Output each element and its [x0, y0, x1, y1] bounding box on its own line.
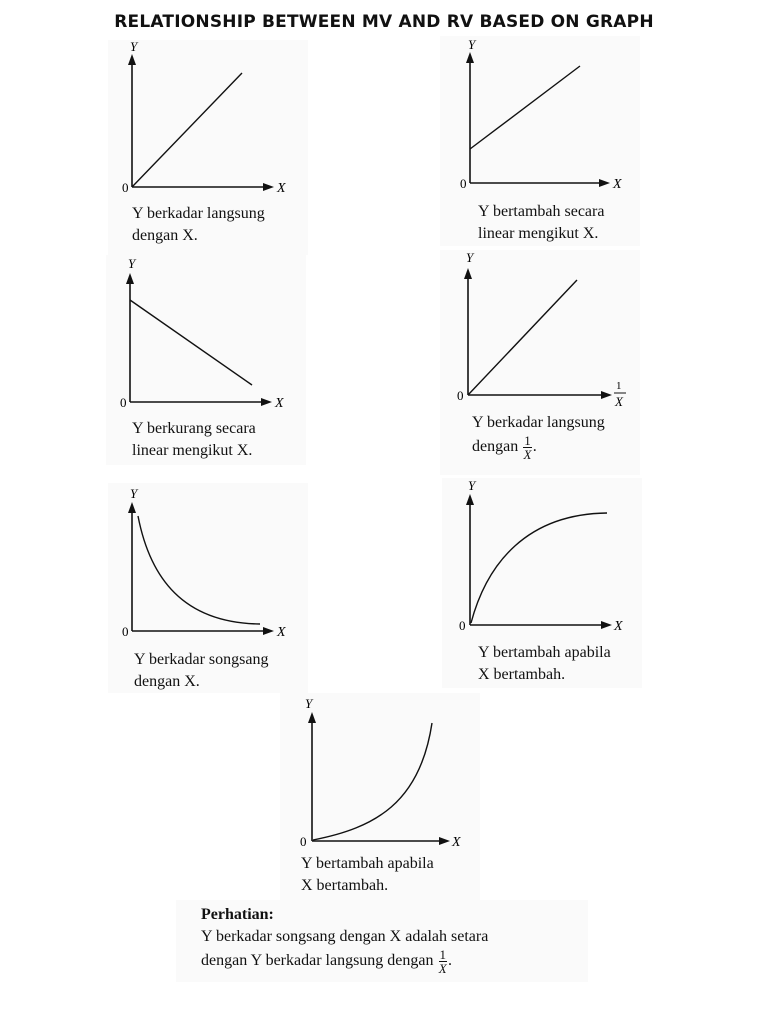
y-axis-label: Y [130, 39, 138, 54]
origin-label: 0 [122, 624, 129, 639]
graph-curve [471, 513, 607, 623]
caption [132, 418, 256, 462]
origin-label: 0 [300, 834, 307, 849]
x-axis-label: X [277, 625, 286, 640]
note-line-2-text: dengan Y berkadar langsung dengan [201, 952, 434, 970]
origin-label: 0 [122, 180, 129, 195]
x-axis-arrow [601, 391, 612, 399]
caption-line-1: Y bertambah apabila [301, 855, 434, 872]
graph-direct-proportion [108, 40, 308, 255]
x-axis-label-denominator: X [615, 394, 623, 409]
graph-line [132, 73, 242, 187]
x-axis-label: X [614, 619, 623, 634]
graph-increase-saturating [442, 478, 642, 688]
fraction-one-over-x [439, 948, 448, 975]
note-line-1: Y berkadar songsang dengan X adalah setara [201, 928, 489, 945]
y-axis-arrow [308, 712, 316, 723]
caption-line-1: Y berkadar langsung [472, 414, 605, 431]
caption-line-2: X bertambah. [301, 877, 389, 894]
caption-line-2: linear mengikut X. [478, 225, 599, 242]
caption-line-1: Y berkadar langsung [132, 205, 265, 222]
page-title: RELATIONSHIP BETWEEN MV AND RV BASED ON GRAPH [114, 12, 654, 32]
caption [472, 412, 605, 461]
graph-line [468, 280, 577, 395]
origin-label: 0 [120, 395, 127, 410]
graph-linear-increase [440, 36, 640, 246]
caption-line-1: Y bertambah apabila [478, 644, 611, 661]
x-axis-label: X [275, 396, 284, 411]
y-axis-label: Y [305, 696, 313, 711]
caption-line-2: dengan X. [132, 227, 198, 244]
y-axis-arrow [466, 52, 474, 63]
caption [301, 853, 434, 897]
y-axis-label: Y [468, 37, 476, 52]
fraction-denominator: X [438, 961, 447, 976]
note-box [176, 900, 588, 982]
x-axis-arrow [601, 621, 612, 629]
fraction-numerator: 1 [439, 947, 447, 962]
caption-line-2: dengan $\frac{1}{X}$ . [472, 433, 537, 462]
caption-line-2: X bertambah. [478, 666, 566, 683]
origin-label: 0 [460, 176, 467, 191]
y-axis-label: Y [130, 486, 138, 501]
graph-direct-proportion-reciprocal [440, 250, 640, 475]
caption-line-1: Y bertambah secara [478, 203, 605, 220]
graph-line [470, 66, 580, 149]
x-axis-label: X [613, 177, 622, 192]
graph-curve [313, 723, 432, 840]
caption [132, 203, 265, 247]
y-axis-label: Y [468, 478, 476, 493]
caption [478, 642, 611, 686]
x-axis-label: X [452, 835, 461, 850]
x-axis-arrow [439, 837, 450, 845]
graph-linear-decrease [106, 255, 306, 465]
y-axis-label: Y [466, 250, 474, 265]
graph-inverse-proportion [108, 483, 308, 693]
caption-line-1: Y berkurang secara [132, 420, 256, 437]
y-axis-arrow [466, 494, 474, 505]
caption [134, 649, 268, 693]
caption-line-2: dengan X. [134, 673, 200, 690]
x-axis-label-numerator: 1 [616, 380, 622, 392]
x-axis-arrow [599, 179, 610, 187]
y-axis-label: Y [128, 256, 136, 271]
y-axis-arrow [464, 268, 472, 279]
origin-label: 0 [457, 388, 464, 403]
caption-line-2-text: dengan [472, 438, 519, 456]
caption-line-1: Y berkadar songsang [134, 651, 269, 668]
x-axis-arrow [263, 183, 274, 191]
x-axis-arrow [263, 627, 274, 635]
y-axis-arrow [128, 54, 136, 65]
origin-label: 0 [459, 618, 466, 633]
caption-line-2: linear mengikut X. [132, 442, 253, 459]
graph-curve [138, 516, 260, 624]
graph-line [130, 300, 252, 385]
note-line-2: dengan Y berkadar langsung dengan $\frac{1}{X}$ . [201, 947, 453, 976]
y-axis-arrow [126, 273, 134, 284]
caption [478, 201, 604, 245]
x-axis-arrow [261, 398, 272, 406]
note [201, 904, 488, 975]
fraction-denominator: X [523, 447, 532, 462]
fraction-one-over-x [523, 434, 532, 461]
note-heading: Perhatian: [201, 906, 274, 923]
y-axis-arrow [128, 502, 136, 513]
fraction-numerator: 1 [524, 433, 531, 448]
graph-increase-accelerating [280, 693, 480, 903]
x-axis-label: X [277, 181, 286, 196]
